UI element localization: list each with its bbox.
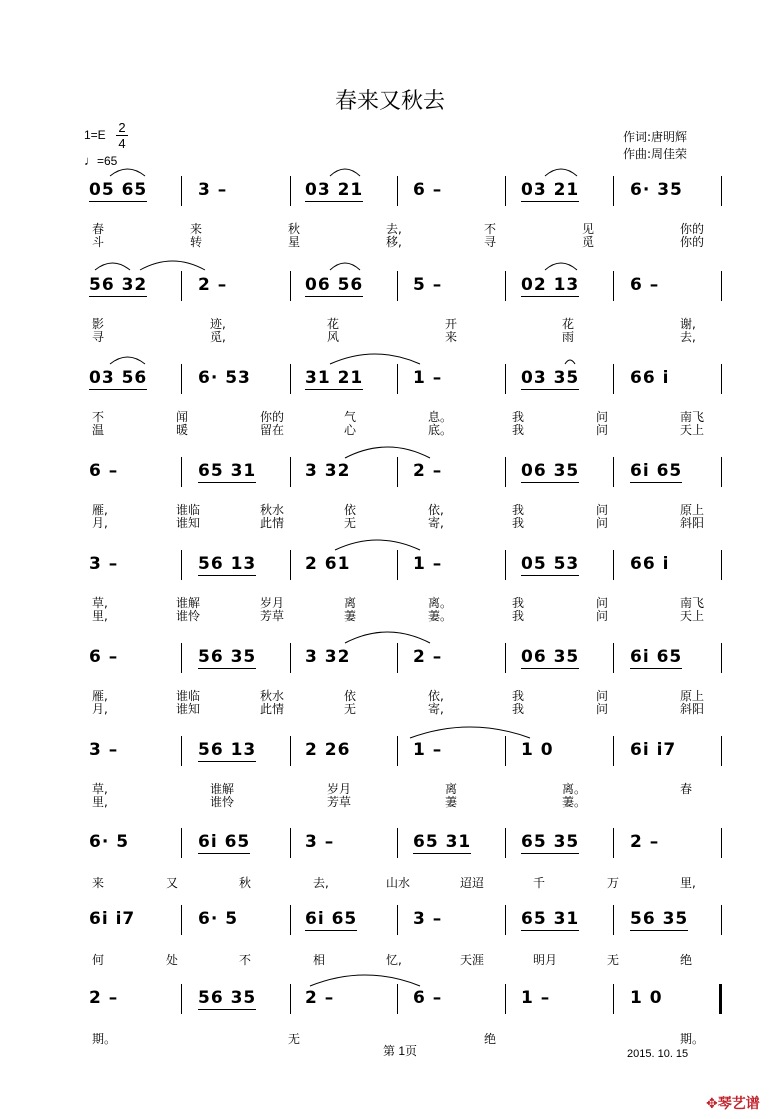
logo-icon: ✥ xyxy=(706,1095,718,1111)
lyric-line1: 闻 xyxy=(176,410,189,424)
slur xyxy=(545,169,577,176)
lyric-line2: 问 xyxy=(596,516,609,530)
lyric-line1: 离 xyxy=(445,782,458,796)
lyric-line2: 萋。 xyxy=(428,609,453,623)
lyric-line1: 春 xyxy=(680,782,693,796)
lyric-line1: 我 xyxy=(512,689,525,703)
lyric-line2: 来 xyxy=(445,330,458,344)
lyric-line2: 天上 xyxy=(680,423,705,437)
barline xyxy=(290,364,291,394)
slur xyxy=(345,447,430,458)
barline xyxy=(505,550,506,580)
lyric-line1: 秋水 xyxy=(260,689,285,703)
measure-notes: 1 – xyxy=(413,740,443,760)
barline xyxy=(397,457,398,487)
barline xyxy=(613,364,614,394)
lyric-line2: 暖 xyxy=(176,423,189,437)
lyric-line1: 我 xyxy=(512,503,525,517)
barline xyxy=(290,550,291,580)
lyric-line1: 绝 xyxy=(680,953,693,967)
barline xyxy=(397,736,398,766)
lyric-line2: 斜阳 xyxy=(680,516,705,530)
measure-notes: 2 – xyxy=(413,647,443,667)
barline xyxy=(613,828,614,858)
lyric-line1: 谢, xyxy=(680,317,696,331)
measure-notes: 65 31 xyxy=(198,461,257,481)
lyric-line2: 温 xyxy=(92,423,105,437)
measure-notes: 6· 35 xyxy=(630,180,683,200)
lyric-line1: 离 xyxy=(344,596,357,610)
lyric-line2: 底。 xyxy=(428,423,453,437)
lyric-line1: 南飞 xyxy=(680,596,705,610)
slur xyxy=(140,261,205,270)
tempo-value: =65 xyxy=(97,154,118,168)
lyric-line1: 问 xyxy=(596,596,609,610)
lyric-line2: 里, xyxy=(92,795,108,809)
measure-notes: 2 61 xyxy=(305,554,351,574)
barline xyxy=(290,905,291,935)
tempo-marking xyxy=(84,153,117,168)
barline xyxy=(181,984,182,1014)
lyric-line1: 雁, xyxy=(92,689,108,703)
slur xyxy=(330,169,360,176)
barline xyxy=(181,457,182,487)
measure-notes: 6· 5 xyxy=(89,832,130,852)
barline xyxy=(181,736,182,766)
measure-notes: 06 56 xyxy=(305,275,364,295)
lyric-line2: 寄, xyxy=(428,516,444,530)
lyric-line1: 去, xyxy=(386,222,402,236)
lyric-line1: 气 xyxy=(344,410,357,424)
measure-notes: 6 – xyxy=(89,647,119,667)
lyric-line1: 秋 xyxy=(288,222,301,236)
lyric-line2: 月, xyxy=(92,516,108,530)
measure-notes: 3 – xyxy=(198,180,228,200)
page-number: 第 1页 xyxy=(383,1044,418,1058)
lyric-line1: 何 xyxy=(92,953,105,967)
barline xyxy=(181,905,182,935)
lyric-line2: 谁怜 xyxy=(210,795,235,809)
lyric-line2: 谁怜 xyxy=(176,609,201,623)
barline xyxy=(290,643,291,673)
slur xyxy=(410,727,530,738)
lyric-line1: 迢迢 xyxy=(460,876,485,890)
measure-notes: 3 – xyxy=(89,740,119,760)
lyric-line1: 你的 xyxy=(680,222,705,236)
lyric-line1: 又 xyxy=(166,876,179,890)
measure-notes: 03 56 xyxy=(89,368,148,388)
measure-notes: 03 21 xyxy=(521,180,580,200)
lyric-line2: 雨 xyxy=(562,330,575,344)
barline xyxy=(721,736,722,766)
logo-text: 琴艺谱 xyxy=(717,1095,760,1111)
measure-notes: 06 35 xyxy=(521,461,580,481)
measure-notes: 2 – xyxy=(89,988,119,1008)
measure-notes: 2 – xyxy=(305,988,335,1008)
measure-notes: 1 0 xyxy=(630,988,663,1008)
slur xyxy=(330,263,360,270)
measure-notes: 6 – xyxy=(630,275,660,295)
lyric-line1: 依, xyxy=(428,503,444,517)
barline xyxy=(290,271,291,301)
lyric-line2: 心 xyxy=(344,423,357,437)
lyric-line2: 寄, xyxy=(428,702,444,716)
barline xyxy=(613,905,614,935)
lyric-line2: 风 xyxy=(327,330,340,344)
lyric-line1: 花 xyxy=(327,317,340,331)
lyric-line1: 依, xyxy=(428,689,444,703)
measure-notes: 6· 53 xyxy=(198,368,251,388)
lyric-line1: 秋 xyxy=(239,876,252,890)
measure-notes: 05 65 xyxy=(89,180,148,200)
measure-notes: 3 – xyxy=(305,832,335,852)
lyric-line1: 去, xyxy=(313,876,329,890)
lyric-line1: 我 xyxy=(512,596,525,610)
lyric-line1: 草, xyxy=(92,596,108,610)
lyric-line2: 谁知 xyxy=(176,702,201,716)
measure-notes: 2 – xyxy=(198,275,228,295)
barline xyxy=(505,457,506,487)
barline xyxy=(505,364,506,394)
measure-notes: 06 35 xyxy=(521,647,580,667)
barline xyxy=(505,176,506,206)
barline xyxy=(397,176,398,206)
slur xyxy=(335,540,420,550)
lyric-line1: 依 xyxy=(344,503,357,517)
measure-notes: 02 13 xyxy=(521,275,580,295)
measure-notes: 3 – xyxy=(413,909,443,929)
lyric-line2: 去, xyxy=(680,330,696,344)
lyric-line2: 我 xyxy=(512,609,525,623)
measure-notes: 2 26 xyxy=(305,740,351,760)
lyric-line2: 寻 xyxy=(92,330,105,344)
measure-notes: 6· 5 xyxy=(198,909,239,929)
time-signature xyxy=(116,120,128,151)
measure-notes: 6 – xyxy=(413,180,443,200)
lyric-line1: 离。 xyxy=(562,782,587,796)
lyric-line1: 忆, xyxy=(386,953,402,967)
barline xyxy=(290,176,291,206)
lyric-line1: 你的 xyxy=(260,410,285,424)
lyric-line2: 星 xyxy=(288,235,301,249)
lyric-line1: 草, xyxy=(92,782,108,796)
measure-notes: 3 32 xyxy=(305,647,351,667)
lyric-line1: 不 xyxy=(92,410,105,424)
barline xyxy=(397,271,398,301)
measure-notes: 6i i7 xyxy=(630,740,677,760)
lyric-line1: 迹, xyxy=(210,317,226,331)
measure-notes: 1 0 xyxy=(521,740,554,760)
lyric-line2: 萋 xyxy=(344,609,357,623)
measure-notes: 56 13 xyxy=(198,740,257,760)
measure-notes: 3 – xyxy=(89,554,119,574)
lyric-line1: 问 xyxy=(596,410,609,424)
barline xyxy=(505,828,506,858)
barline xyxy=(290,828,291,858)
lyric-line2: 此情 xyxy=(260,516,285,530)
lyric-line1: 花 xyxy=(562,317,575,331)
barline xyxy=(613,457,614,487)
lyric-line2: 我 xyxy=(512,702,525,716)
barline xyxy=(505,643,506,673)
measure-notes: 03 21 xyxy=(305,180,364,200)
barline xyxy=(721,643,722,673)
lyric-line1: 无 xyxy=(607,953,620,967)
lyric-line2: 我 xyxy=(512,516,525,530)
lyric-line2: 寻 xyxy=(484,235,497,249)
barline xyxy=(613,984,614,1014)
barline xyxy=(721,176,722,206)
lyric-line1: 雁, xyxy=(92,503,108,517)
slur xyxy=(545,263,577,270)
lyric-line1: 岁月 xyxy=(327,782,352,796)
barline xyxy=(290,984,291,1014)
lyric-line2: 斗 xyxy=(92,235,105,249)
time-signature-bottom: 4 xyxy=(116,135,128,151)
barline xyxy=(721,905,722,935)
slur xyxy=(330,354,420,364)
lyric-line1: 里, xyxy=(680,876,696,890)
lyric-line1: 离。 xyxy=(428,596,453,610)
barline xyxy=(397,643,398,673)
lyricist-credit: 作词:唐明辉 xyxy=(623,130,688,144)
lyric-line2: 问 xyxy=(596,423,609,437)
page-title: 春来又秋去 xyxy=(334,89,445,114)
barline xyxy=(181,828,182,858)
lyric-line1: 期。 xyxy=(680,1032,705,1046)
lyric-line1: 来 xyxy=(92,876,105,890)
measure-notes: 6i i7 xyxy=(89,909,136,929)
measure-notes: 56 32 xyxy=(89,275,148,295)
lyric-line1: 问 xyxy=(596,689,609,703)
barline xyxy=(721,457,722,487)
barline xyxy=(613,736,614,766)
final-barline xyxy=(719,984,722,1014)
lyric-line2: 月, xyxy=(92,702,108,716)
barline xyxy=(290,457,291,487)
lyric-line1: 原上 xyxy=(680,689,705,703)
lyric-line1: 岁月 xyxy=(260,596,285,610)
lyric-line2: 移, xyxy=(386,235,402,249)
measure-notes: 65 31 xyxy=(413,832,472,852)
lyric-line1: 问 xyxy=(596,503,609,517)
lyric-line1: 来 xyxy=(190,222,203,236)
barline xyxy=(290,736,291,766)
measure-notes: 2 – xyxy=(630,832,660,852)
barline xyxy=(397,828,398,858)
barline xyxy=(721,828,722,858)
composer-credit: 作曲:周佳荣 xyxy=(623,147,688,161)
measure-notes: 3 32 xyxy=(305,461,351,481)
barline xyxy=(505,271,506,301)
lyric-line1: 原上 xyxy=(680,503,705,517)
barline xyxy=(181,550,182,580)
lyric-line2: 无 xyxy=(344,702,357,716)
measure-notes: 1 – xyxy=(413,554,443,574)
barline xyxy=(505,905,506,935)
measure-notes: 65 35 xyxy=(521,832,580,852)
lyric-line1: 期。 xyxy=(92,1032,117,1046)
lyric-line2: 芳草 xyxy=(327,795,352,809)
lyric-line2: 此情 xyxy=(260,702,285,716)
slur xyxy=(110,357,145,364)
measure-notes: 2 – xyxy=(413,461,443,481)
measure-notes: 6i 65 xyxy=(630,647,683,667)
measure-notes: 65 31 xyxy=(521,909,580,929)
lyric-line1: 开 xyxy=(445,317,458,331)
lyric-line2: 芳草 xyxy=(260,609,285,623)
lyric-line2: 无 xyxy=(344,516,357,530)
measure-notes: 6 – xyxy=(89,461,119,481)
lyric-line1: 谁解 xyxy=(176,596,201,610)
barline xyxy=(613,550,614,580)
barline xyxy=(181,271,182,301)
barline xyxy=(613,643,614,673)
lyric-line1: 秋水 xyxy=(260,503,285,517)
barline xyxy=(397,364,398,394)
lyric-line2: 你的 xyxy=(680,235,705,249)
barline xyxy=(397,984,398,1014)
lyric-line2: 我 xyxy=(512,423,525,437)
measure-notes: 56 13 xyxy=(198,554,257,574)
slur xyxy=(110,169,145,176)
slur xyxy=(565,360,575,364)
lyric-line1: 天涯 xyxy=(460,953,485,967)
slur xyxy=(345,632,430,643)
measure-notes: 56 35 xyxy=(630,909,689,929)
lyric-line2: 天上 xyxy=(680,609,705,623)
key-signature: 1=E xyxy=(84,128,106,142)
lyric-line1: 见 xyxy=(582,222,595,236)
measure-notes: 1 – xyxy=(521,988,551,1008)
lyric-line2: 萋。 xyxy=(562,795,587,809)
measure-notes: 56 35 xyxy=(198,647,257,667)
barline xyxy=(721,271,722,301)
lyric-line1: 春 xyxy=(92,222,105,236)
measure-notes: 31 21 xyxy=(305,368,364,388)
lyric-line1: 影 xyxy=(92,317,105,331)
measure-notes: 03 35 xyxy=(521,368,580,388)
lyric-line2: 觅, xyxy=(210,330,226,344)
lyric-line1: 谁解 xyxy=(210,782,235,796)
barline xyxy=(721,364,722,394)
measure-notes: 6i 65 xyxy=(630,461,683,481)
lyric-line2: 觅 xyxy=(582,235,595,249)
slur xyxy=(310,975,420,986)
lyric-line1: 我 xyxy=(512,410,525,424)
lyric-line1: 处 xyxy=(166,953,179,967)
measure-notes: 6 – xyxy=(413,988,443,1008)
lyric-line2: 谁知 xyxy=(176,516,201,530)
lyric-line1: 谁临 xyxy=(176,689,201,703)
lyric-line2: 问 xyxy=(596,609,609,623)
barline xyxy=(613,271,614,301)
barline xyxy=(397,905,398,935)
barline xyxy=(181,643,182,673)
measure-notes: 66 i xyxy=(630,554,670,574)
lyric-line1: 相 xyxy=(313,953,326,967)
lyric-line2: 转 xyxy=(190,235,203,249)
lyric-line2: 问 xyxy=(596,702,609,716)
measure-notes: 6i 65 xyxy=(305,909,358,929)
lyric-line1: 不 xyxy=(484,222,497,236)
measure-notes: 1 – xyxy=(413,368,443,388)
lyric-line1: 绝 xyxy=(484,1032,497,1046)
barline xyxy=(721,550,722,580)
measure-notes: 05 53 xyxy=(521,554,580,574)
measure-notes: 56 35 xyxy=(198,988,257,1008)
quarter-note-icon: ♩ xyxy=(84,153,97,168)
measure-notes: 66 i xyxy=(630,368,670,388)
lyric-line1: 谁临 xyxy=(176,503,201,517)
time-signature-top: 2 xyxy=(118,120,126,135)
lyric-line2: 斜阳 xyxy=(680,702,705,716)
barline xyxy=(505,736,506,766)
lyric-line1: 万 xyxy=(607,876,620,890)
lyric-line2: 留在 xyxy=(260,423,285,437)
measure-notes: 5 – xyxy=(413,275,443,295)
barline xyxy=(181,364,182,394)
measure-notes: 6i 65 xyxy=(198,832,251,852)
lyric-line1: 千 xyxy=(533,876,546,890)
date-stamp: 2015. 10. 15 xyxy=(627,1048,689,1060)
lyric-line1: 不 xyxy=(239,953,252,967)
site-logo xyxy=(706,1093,760,1113)
lyric-line2: 里, xyxy=(92,609,108,623)
slur xyxy=(95,263,130,270)
barline xyxy=(505,984,506,1014)
lyric-line2: 萋 xyxy=(445,795,458,809)
barline xyxy=(181,176,182,206)
lyric-line1: 无 xyxy=(288,1032,301,1046)
lyric-line1: 依 xyxy=(344,689,357,703)
lyric-line1: 山水 xyxy=(386,876,411,890)
barline xyxy=(613,176,614,206)
lyric-line1: 明月 xyxy=(533,953,558,967)
lyric-line1: 息。 xyxy=(428,410,453,424)
barline xyxy=(397,550,398,580)
lyric-line1: 南飞 xyxy=(680,410,705,424)
